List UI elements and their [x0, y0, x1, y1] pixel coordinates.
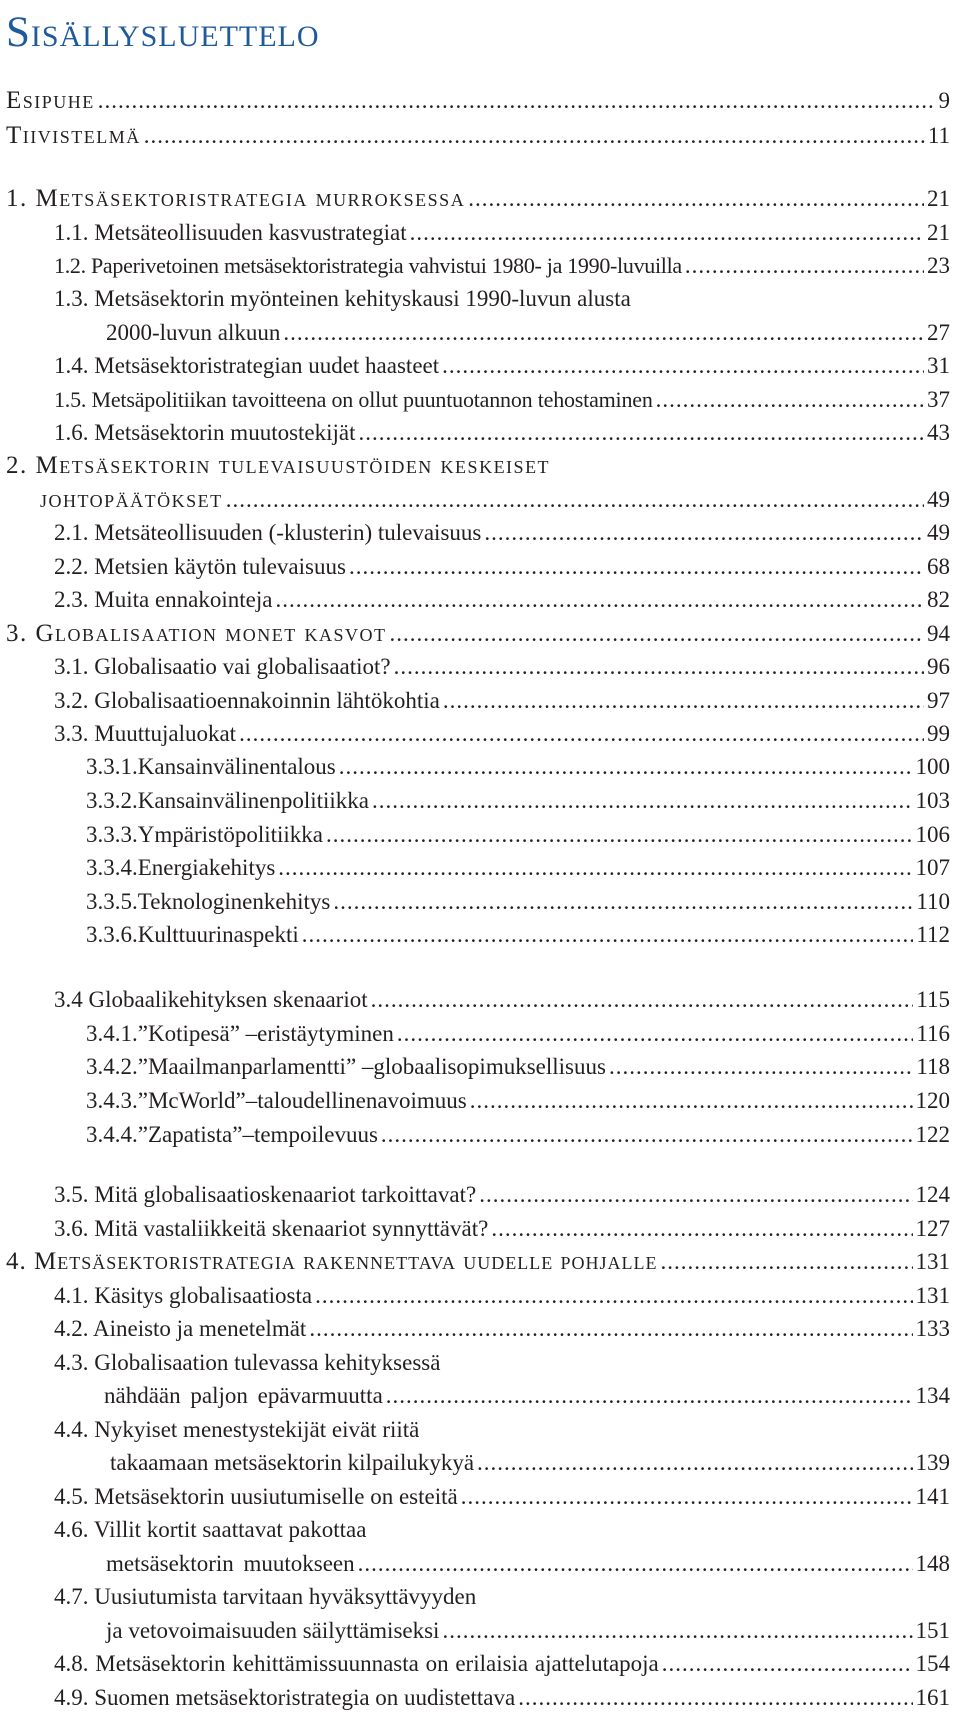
toc-page-number: 118 — [916, 1054, 950, 1079]
dot-leader — [410, 218, 924, 248]
dot-leader — [656, 385, 924, 415]
toc-subsection-3-3-1[interactable] — [86, 752, 950, 782]
dot-leader — [98, 86, 936, 116]
toc-entry-label: takaamaan metsäsektorin kilpailukykyä — [110, 1450, 475, 1475]
toc-entry-label: 3.3.5.Teknologinenkehitys — [86, 889, 331, 914]
toc-entry-label: 3.4 Globaalikehityksen skenaariot — [54, 987, 368, 1012]
toc-entry-label: metsäsektorin muutokseen — [106, 1551, 355, 1576]
toc-chapter-2[interactable] — [40, 485, 950, 515]
toc-entry-label: Esipuhe — [6, 87, 95, 114]
dot-leader — [226, 485, 924, 515]
toc-section-4-7-line-1[interactable]: 4.7. Uusiutumista tarvitaan hyväksyttävyyden — [54, 1584, 477, 1609]
toc-section-3-5[interactable] — [54, 1180, 950, 1210]
dot-leader — [390, 619, 924, 649]
toc-page-number: 96 — [927, 654, 950, 679]
toc-entry-label: 1.2. Paperivetoinen metsäsektoristrategia vahvistui 1980- ja 1990-luvuilla — [54, 253, 682, 278]
toc-entry-label: 3. Globalisaation monet kasvot — [6, 620, 387, 647]
toc-section-2-2[interactable] — [54, 552, 950, 582]
toc-entry-label: 2.2. Metsien käytön tulevaisuus — [54, 554, 346, 579]
toc-entry-label: 3.6. Mitä vastaliikkeitä skenaariot synnyttävät? — [54, 1216, 489, 1241]
dot-leader — [661, 1247, 913, 1277]
toc-entry-label: 3.3.3.Ympäristöpolitiikka — [86, 822, 324, 847]
toc-section-2-3[interactable] — [54, 585, 950, 615]
toc-section-4-3-line-1[interactable]: 4.3. Globalisaation tulevassa kehityksessä — [54, 1350, 441, 1375]
toc-page-number: 106 — [915, 822, 950, 847]
toc-subsection-3-3-2[interactable] — [86, 786, 950, 816]
dot-leader — [372, 786, 913, 816]
toc-entry-label: 3.5. Mitä globalisaatioskenaariot tarkoittavat? — [54, 1182, 477, 1207]
toc-entry-label: 3.3.2.Kansainvälinenpolitiikka — [86, 788, 369, 813]
toc-page-number: 139 — [915, 1450, 950, 1475]
toc-entry-label: ja vetovoimaisuuden säilyttämiseksi — [106, 1618, 440, 1643]
toc-subsection-3-3-6[interactable] — [86, 920, 950, 950]
toc-chapter-3[interactable] — [6, 619, 950, 649]
toc-page-number: 97 — [927, 688, 950, 713]
toc-chapter-1[interactable] — [6, 184, 950, 214]
toc-entry-label: 4.2. Aineisto ja menetelmät — [54, 1316, 307, 1341]
toc-page-number: 154 — [915, 1651, 950, 1676]
dot-leader — [333, 887, 913, 917]
toc-subsection-3-4-3[interactable] — [86, 1086, 950, 1116]
dot-leader — [381, 1120, 913, 1150]
dot-leader — [397, 1019, 913, 1049]
dot-leader — [484, 518, 924, 548]
toc-section-3-4[interactable] — [54, 985, 950, 1015]
dot-leader — [326, 820, 912, 850]
toc-entry-label: 4.1. Käsitys globalisaatiosta — [54, 1283, 313, 1308]
toc-entry-label: 1.1. Metsäteollisuuden kasvustrategiat — [54, 220, 407, 245]
toc-page-number: 148 — [915, 1551, 950, 1576]
toc-page-number: 23 — [927, 253, 950, 278]
toc-chapter-4[interactable] — [6, 1247, 950, 1277]
toc-page-number: 49 — [927, 520, 950, 545]
toc-entry-label: 3.1. Globalisaatio vai globalisaatiot? — [54, 654, 391, 679]
toc-section-1-1[interactable] — [54, 218, 950, 248]
toc-entry-label: 1.4. Metsäsektoristrategian uudet haasteet — [54, 353, 440, 378]
toc-page-number: 122 — [915, 1122, 950, 1147]
toc-entry-label: 3.4.4.”Zapatista”–tempoilevuus — [86, 1122, 378, 1147]
dot-leader — [685, 251, 924, 281]
toc-entry-label: 3.4.2.”Maailmanparlamentti” –globaalisopimuksellisuus — [86, 1054, 606, 1079]
toc-subsection-3-3-3[interactable] — [86, 820, 950, 850]
dot-leader — [275, 585, 924, 615]
toc-entry-label: 1.5. Metsäpolitiikan tavoitteena on ollut puuntuotannon tehostaminen — [54, 387, 653, 412]
toc-section-4-8[interactable] — [54, 1649, 950, 1679]
dot-leader — [443, 686, 924, 716]
toc-page-number: 141 — [915, 1484, 950, 1509]
toc-section-4-7[interactable] — [106, 1616, 950, 1646]
toc-section-3-6[interactable] — [54, 1214, 950, 1244]
toc-entry-label: johtopäätökset — [40, 486, 223, 513]
dot-leader — [309, 1314, 912, 1344]
toc-entry-label: 3.2. Globalisaatioennakoinnin lähtökohtia — [54, 688, 440, 713]
toc-subsection-3-4-1[interactable] — [86, 1019, 950, 1049]
dot-leader — [491, 1214, 912, 1244]
dot-leader — [239, 719, 924, 749]
toc-page-number: 134 — [915, 1383, 950, 1408]
dot-leader — [359, 418, 924, 448]
toc-page-number: 116 — [916, 1021, 950, 1046]
toc-page-number: 131 — [915, 1249, 950, 1274]
dot-leader — [358, 1549, 913, 1579]
dot-leader — [442, 1616, 912, 1646]
toc-section-3-3[interactable] — [54, 719, 950, 749]
toc-section-2-1[interactable] — [54, 518, 950, 548]
toc-entry-label: 1. Metsäsektoristrategia murroksessa — [6, 185, 466, 212]
toc-section-3-1[interactable] — [54, 652, 950, 682]
toc-section-1-4[interactable] — [54, 351, 950, 381]
toc-entry-label: 3.3.1.Kansainvälinentalous — [86, 754, 336, 779]
toc-subsection-3-3-5[interactable] — [86, 887, 950, 917]
dot-leader — [479, 1180, 912, 1210]
toc-section-4-6-line-1[interactable]: 4.6. Villit kortit saattavat pakottaa — [54, 1517, 367, 1542]
toc-entry-label: 3.3. Muuttujaluokat — [54, 721, 237, 746]
toc-page-number: 120 — [915, 1088, 950, 1113]
toc-page-number: 9 — [938, 88, 950, 113]
dot-leader — [302, 920, 914, 950]
toc-entry-label: 2000-luvun alkuun — [106, 320, 281, 345]
toc-entry-label: 4.8. Metsäsektorin kehittämissuunnasta on erilaisia ajattelutapoja — [54, 1651, 659, 1676]
toc-page-number: 112 — [916, 922, 950, 947]
toc-page-number: 133 — [915, 1316, 950, 1341]
dot-leader — [283, 318, 924, 348]
toc-subsection-3-4-4[interactable] — [86, 1120, 950, 1150]
toc-section-3-2[interactable] — [54, 686, 950, 716]
toc-section-4-4-line-1[interactable]: 4.4. Nykyiset menestystekijät eivät riitä — [54, 1417, 420, 1442]
dot-leader — [339, 752, 913, 782]
toc-page-number: 11 — [927, 123, 950, 148]
toc-entry-tiivistelma[interactable] — [6, 121, 950, 151]
dot-leader — [349, 552, 924, 582]
toc-entry-label: nähdään paljon epävarmuutta — [104, 1383, 383, 1408]
dot-leader — [386, 1381, 913, 1411]
toc-page-number: 100 — [915, 754, 950, 779]
toc-section-4-4[interactable] — [110, 1448, 950, 1478]
toc-page-number: 43 — [927, 420, 950, 445]
dot-leader — [662, 1649, 913, 1679]
toc-entry-esipuhe[interactable] — [6, 86, 950, 116]
toc-page-number: 82 — [927, 587, 950, 612]
toc-page-number: 161 — [915, 1685, 950, 1710]
toc-entry-label: 2.3. Muita ennakointeja — [54, 587, 273, 612]
toc-entry-label: 3.4.3.”McWorld”–taloudellinenavoimuus — [86, 1088, 467, 1113]
toc-section-1-3[interactable] — [106, 318, 950, 348]
dot-leader — [461, 1482, 913, 1512]
toc-page-number: 31 — [927, 353, 950, 378]
dot-leader — [442, 351, 924, 381]
toc-section-4-9[interactable] — [54, 1683, 950, 1713]
toc-entry-label: 3.4.1.”Kotipesä” –eristäytyminen — [86, 1021, 394, 1046]
dot-leader — [518, 1683, 912, 1713]
toc-entry-label: 2.1. Metsäteollisuuden (-klusterin) tulevaisuus — [54, 520, 482, 545]
toc-entry-label: Tiivistelmä — [6, 122, 141, 149]
page-title: Sisällysluettelo — [6, 9, 320, 56]
toc-entry-label: 3.3.6.Kulttuurinaspekti — [86, 922, 299, 947]
dot-leader — [468, 184, 924, 214]
toc-entry-label: 1.6. Metsäsektorin muutostekijät — [54, 420, 356, 445]
toc-page-number: 110 — [916, 889, 950, 914]
toc-subsection-3-3-4[interactable] — [86, 853, 950, 883]
dot-leader — [144, 121, 925, 151]
dot-leader — [278, 853, 912, 883]
toc-section-4-6[interactable] — [106, 1549, 950, 1579]
dot-leader — [609, 1052, 913, 1082]
toc-entry-label: 4. Metsäsektoristrategia rakennettava uudelle pohjalle — [6, 1248, 658, 1275]
toc-page-number: 68 — [927, 554, 950, 579]
toc-page-number: 37 — [927, 387, 950, 412]
toc-page-number: 94 — [927, 621, 950, 646]
toc-section-4-3[interactable] — [104, 1381, 950, 1411]
toc-section-4-5[interactable] — [54, 1482, 950, 1512]
toc-page-number: 21 — [927, 220, 950, 245]
dot-leader — [394, 652, 924, 682]
dot-leader — [315, 1281, 912, 1311]
toc-section-1-3-line-1[interactable]: 1.3. Metsäsektorin myönteinen kehityskausi 1990-luvun alusta — [54, 286, 631, 311]
toc-page-number: 27 — [927, 320, 950, 345]
toc-entry-label: 4.5. Metsäsektorin uusiutumiselle on esteitä — [54, 1484, 458, 1509]
toc-section-1-6[interactable] — [54, 418, 950, 448]
dot-leader — [477, 1448, 912, 1478]
toc-page-number: 115 — [916, 987, 950, 1012]
toc-page-number: 151 — [915, 1618, 950, 1643]
toc-page-number: 124 — [915, 1182, 950, 1207]
toc-entry-label: 3.3.4.Energiakehitys — [86, 855, 276, 880]
toc-page-number: 131 — [915, 1283, 950, 1308]
toc-chapter-2-line-1[interactable]: 2. Metsäsektorin tulevaisuustöiden keskeiset — [6, 452, 551, 479]
toc-section-4-2[interactable] — [54, 1314, 950, 1344]
toc-page-number: 99 — [927, 721, 950, 746]
toc-entry-label: 4.9. Suomen metsäsektoristrategia on uudistettava — [54, 1685, 516, 1710]
dot-leader — [371, 985, 914, 1015]
toc-subsection-3-4-2[interactable] — [86, 1052, 950, 1082]
toc-section-1-5[interactable] — [54, 385, 950, 415]
toc-page-number: 49 — [927, 487, 950, 512]
toc-page-number: 107 — [915, 855, 950, 880]
toc-page-number: 127 — [915, 1216, 950, 1241]
dot-leader — [470, 1086, 913, 1116]
toc-page-number: 103 — [915, 788, 950, 813]
toc-section-1-2[interactable] — [54, 251, 950, 281]
toc-section-4-1[interactable] — [54, 1281, 950, 1311]
toc-page-number: 21 — [927, 186, 950, 211]
